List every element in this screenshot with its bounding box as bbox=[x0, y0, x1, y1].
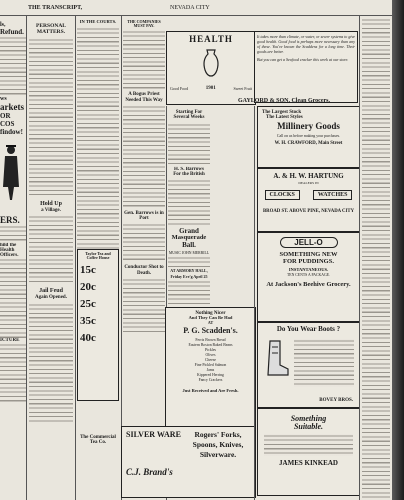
ten-cents: TEN CENTS A PACKAGE. bbox=[286, 273, 331, 278]
strip-text: ICTURE bbox=[0, 338, 20, 343]
dealers-in: DEALERS IN bbox=[298, 181, 319, 186]
grand-text: Grand bbox=[179, 227, 199, 235]
scadden-item: Cheese bbox=[205, 357, 216, 362]
largest-stock: The Largest Stock bbox=[262, 110, 302, 115]
gaylord-note: But you can get a Seafood cracker this week at our store. bbox=[257, 57, 349, 62]
masquerade-text: Masquerade bbox=[171, 234, 207, 242]
scadden-item: Eastern Boston Baked Beans bbox=[188, 342, 233, 347]
conductor-heading: Conductor Shot to Death. bbox=[124, 265, 164, 276]
gaylord-ad bbox=[254, 31, 358, 103]
column-1 bbox=[29, 18, 73, 500]
masthead-place: NEVADA CITY bbox=[170, 5, 210, 11]
can-be-had: And They Can Be Had bbox=[188, 315, 233, 321]
health-ad bbox=[166, 31, 256, 105]
right-edge-column bbox=[362, 18, 390, 500]
strip-text: ws bbox=[0, 96, 7, 102]
latest-styles: The Latest Styles bbox=[266, 115, 303, 120]
wear-boots: Do You Wear Boots ? bbox=[276, 325, 341, 333]
strip-text: arkets bbox=[0, 102, 24, 112]
man-illustration bbox=[0, 142, 22, 202]
vase-icon bbox=[201, 48, 221, 78]
beehive: At Jackson's Beehive Grocery. bbox=[266, 281, 351, 289]
strip-text: hild the bbox=[0, 243, 17, 248]
scadden-name: P. G. Scadden's. bbox=[183, 326, 238, 336]
boot-icon bbox=[264, 339, 290, 379]
millinery-goods: Millinery Goods bbox=[277, 121, 340, 131]
health-title: HEALTH bbox=[189, 34, 233, 44]
col3-heading: THE COMPANIES MUST PAY. bbox=[127, 19, 161, 29]
broad-st: BROAD ST. ABOVE PINE, NEVADA CITY bbox=[262, 209, 355, 215]
boots-ad bbox=[257, 322, 360, 408]
scadden-item: Fancy Crackers bbox=[198, 377, 223, 382]
col1-heading: PERSONAL MATTERS. bbox=[36, 23, 66, 35]
bogus-priest-heading: A Bogus Priest Needed This Way bbox=[125, 92, 163, 103]
crawford: W. H. CRAWFORD, Main Street bbox=[274, 141, 343, 147]
jello-logo: JELL-O bbox=[280, 237, 338, 248]
column-2 bbox=[77, 18, 119, 500]
brand-name: C.J. Brand's bbox=[126, 467, 173, 477]
tag-sweet-fruit: Sweet Fruit bbox=[233, 86, 252, 91]
strip-text: ls, bbox=[0, 22, 6, 28]
tea-ad-title: Taylor Tea and Coffee House bbox=[85, 250, 111, 260]
hartung-name: A. & H. W. HARTUNG bbox=[273, 172, 344, 180]
starting-heading: Starting For Several Weeks bbox=[173, 110, 205, 121]
barrows-name: H. S. Barrows bbox=[174, 166, 204, 172]
masthead-title: THE TRANSCRIPT, bbox=[28, 5, 83, 11]
scadden-item: Kippered Herring bbox=[197, 372, 224, 377]
instantaneous: INSTANTANEOUS. bbox=[288, 266, 329, 272]
scadden-item: Ferris Brown Bread bbox=[195, 337, 226, 342]
price-20c: 20c bbox=[80, 281, 96, 294]
suitable: Suitable. bbox=[293, 422, 324, 432]
left-strip bbox=[0, 18, 26, 500]
strip-text: Refund. bbox=[0, 28, 24, 36]
strip-text: findow! bbox=[0, 128, 23, 136]
for-puddings: FOR PUDDINGS. bbox=[283, 257, 334, 265]
price-35c: 35c bbox=[80, 315, 96, 328]
james-kinkead: JAMES KINKEAD bbox=[279, 458, 338, 467]
price-40c: 40c bbox=[80, 332, 96, 345]
millinery-ad bbox=[257, 106, 360, 168]
barrows-heading: Gen. Barrows is in Port bbox=[124, 210, 164, 222]
hall-text: AT ARMORY HALL, bbox=[170, 267, 208, 273]
nothing-nicer: Nothing Nicer bbox=[195, 311, 226, 316]
hartung-ad bbox=[257, 168, 360, 232]
col1-subhead-2: a Village. bbox=[41, 207, 61, 213]
masthead bbox=[0, 3, 392, 16]
something: Something bbox=[290, 414, 327, 423]
kinkead-ad bbox=[257, 408, 360, 496]
scadden-item: Jams bbox=[206, 367, 215, 372]
tag-good-food: Good Food bbox=[170, 86, 189, 91]
jello-ad bbox=[257, 232, 360, 322]
just-received: Just Received and Are Fresh. bbox=[182, 387, 239, 393]
bovey-bros: BOVEY BROS. bbox=[319, 397, 353, 403]
price-15c: 15c bbox=[80, 264, 96, 277]
watches-label: WATCHES bbox=[313, 190, 353, 200]
price-25c: 25c bbox=[80, 298, 96, 311]
ball-text: Ball. bbox=[182, 241, 196, 250]
date-text: Friday Eve'g April 25 bbox=[170, 273, 208, 279]
scan-edge bbox=[392, 0, 404, 500]
scadden-item: Pickles bbox=[205, 347, 216, 352]
silverware-ad bbox=[121, 426, 256, 498]
call-on-us: Call on us before making your purchases. bbox=[276, 134, 341, 139]
tag-year: 1901 bbox=[205, 86, 216, 91]
strip-text: ERS. bbox=[0, 215, 20, 225]
commercial-tea: The Commercial Tea Co. bbox=[80, 434, 116, 445]
col2-heading: IN THE COURTS. bbox=[79, 19, 117, 24]
something-new: SOMETHING NEW bbox=[279, 251, 338, 258]
music-text: MUSIC JOHN MERRILL bbox=[168, 250, 210, 255]
gaylord-store: GAYLORD & SON, Clean Grocers. bbox=[238, 98, 330, 104]
scadden-item: Fine Pickled Salmon bbox=[194, 362, 227, 367]
gaylord-text: It takes more than climate, or water, or sewer systems to give good health. Good food is perhaps more necessary than any of these. You've known the Scaddens for a long time. Their goods are better. bbox=[257, 34, 355, 54]
scadden-item: Olives bbox=[205, 352, 216, 357]
scadden-ad bbox=[165, 307, 256, 427]
col1-subhead-4: Again Opened. bbox=[35, 295, 67, 301]
strip-text: Health Officers. bbox=[0, 248, 19, 258]
col1-subhead: Hold Up bbox=[40, 200, 62, 207]
col1-subhead-3: Jail Feud bbox=[39, 288, 63, 295]
clocks-label: CLOCKS bbox=[265, 190, 300, 200]
for-british: For the British bbox=[173, 171, 205, 177]
strip-text: OR COS bbox=[0, 112, 15, 128]
at-text: AT bbox=[207, 319, 214, 325]
rogers-text: Rogers' Forks, Spoons, Knives, Silverware. bbox=[192, 430, 244, 459]
tea-coffee-ad bbox=[77, 249, 119, 401]
silver-ware-title: SILVER WARE bbox=[126, 430, 181, 439]
